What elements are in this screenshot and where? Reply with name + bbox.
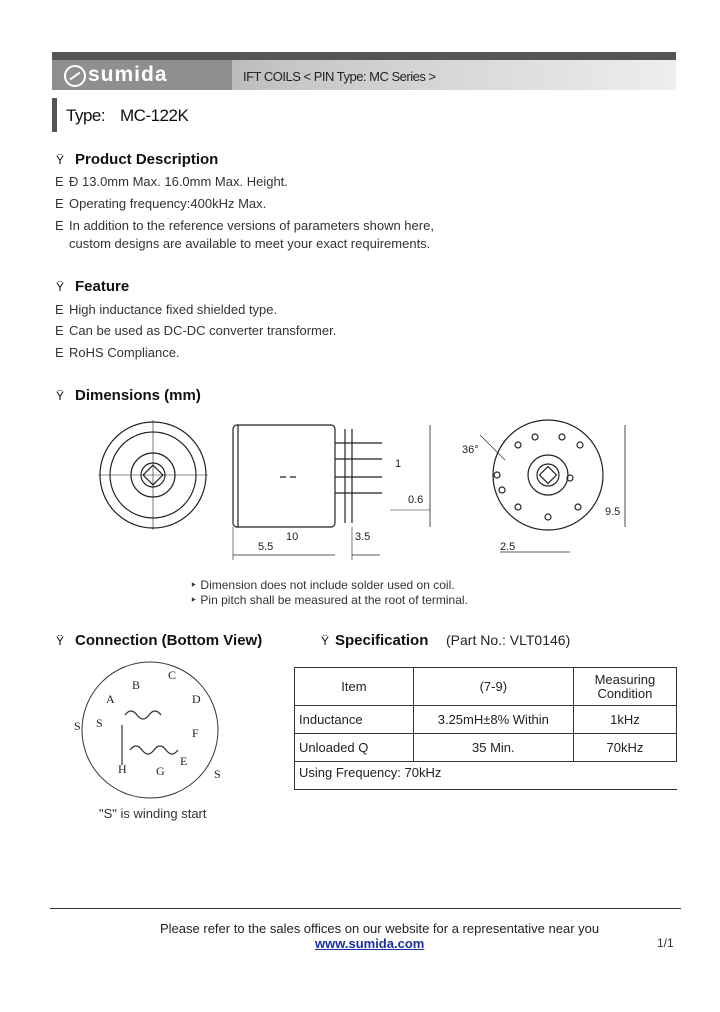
series-title: IFT COILS < PIN Type: MC Series > xyxy=(243,69,436,84)
pin-label: C xyxy=(168,668,177,682)
bullet: E xyxy=(55,323,64,338)
table-cell: 1kHz xyxy=(573,706,676,734)
pin-label: H xyxy=(118,762,127,776)
logo-text: sumida xyxy=(88,63,168,86)
table-cell: 35 Min. xyxy=(413,734,573,762)
type-bar xyxy=(52,98,57,132)
table-row xyxy=(295,734,677,762)
pin-label: E xyxy=(180,754,188,768)
table-cell: 70kHz xyxy=(573,734,676,762)
dim-pitch2: 2.5 xyxy=(500,541,516,553)
dim-width: 5.5 xyxy=(258,541,274,553)
table-cell: Unloaded Q xyxy=(295,734,414,762)
desc-item: Ð 13.0mm Max. 16.0mm Max. Height. xyxy=(69,174,288,189)
header-bar xyxy=(52,52,676,60)
feature-item: Can be used as DC-DC converter transformer. xyxy=(69,323,337,338)
type-value: MC-122K xyxy=(120,106,189,125)
pin-label: G xyxy=(156,764,165,778)
desc-item: In addition to the reference versions of parameters shown here, xyxy=(69,218,434,233)
website-link[interactable]: www.sumida.com xyxy=(315,936,425,951)
sumida-logo-icon xyxy=(64,65,86,87)
section-icon: Ÿ xyxy=(56,389,65,403)
table-row xyxy=(295,762,677,790)
footer-text: Please refer to the sales offices on our website for a representative near you xyxy=(160,921,600,936)
footer-line xyxy=(50,908,681,909)
table-header-row xyxy=(295,668,677,706)
connection-diagram xyxy=(70,655,230,805)
table-header: (7-9) xyxy=(413,668,573,706)
spec-table xyxy=(294,667,677,790)
connection-title: Connection (Bottom View) xyxy=(75,632,263,649)
dim-pin-len: 3.5 xyxy=(355,531,371,543)
bullet: E xyxy=(55,196,64,211)
part-number: (Part No.: VLT0146) xyxy=(446,632,571,648)
section-icon: Ÿ xyxy=(321,634,330,648)
feature-item: RoHS Compliance. xyxy=(69,345,180,360)
dimension-drawing xyxy=(90,415,650,565)
dim-angle: 36° xyxy=(462,444,479,456)
table-header: Item xyxy=(295,668,414,706)
type-label: Type: xyxy=(66,106,106,125)
section-icon: Ÿ xyxy=(56,634,65,648)
pin-label: S xyxy=(214,767,221,781)
dim-note-text: Pin pitch shall be measured at the root of terminal. xyxy=(200,593,468,607)
section-icon: Ÿ xyxy=(56,280,65,294)
pin-label: S xyxy=(74,719,81,733)
dim-height: 10 xyxy=(286,531,299,543)
dim-pin-pitch: 0.6 xyxy=(408,494,424,506)
dim-note-text: Dimension does not include solder used on coil. xyxy=(200,578,455,592)
pin-label: B xyxy=(132,678,141,692)
desc-item: custom designs are available to meet your exact requirements. xyxy=(69,236,431,251)
winding-note: "S" is winding start xyxy=(99,806,207,821)
page-number: 1/1 xyxy=(657,936,674,950)
dimensions-title: Dimensions (mm) xyxy=(75,387,201,404)
table-cell: Inductance xyxy=(295,706,414,734)
product-description-title: Product Description xyxy=(75,151,219,168)
table-footer: Using Frequency: 70kHz xyxy=(295,762,677,790)
pin-label: D xyxy=(192,692,201,706)
table-cell: 3.25mH±8% Within xyxy=(413,706,573,734)
desc-item: Operating frequency:400kHz Max. xyxy=(69,196,267,211)
section-icon: Ÿ xyxy=(56,153,65,167)
dim-pin-dia: 1 xyxy=(395,458,402,470)
bullet: E xyxy=(55,345,64,360)
pin-label: A xyxy=(106,692,115,706)
feature-item: High inductance fixed shielded type. xyxy=(69,302,278,317)
pin-label: F xyxy=(192,726,199,740)
dim-note: ‣ Dimension does not include solder used on coil. xyxy=(190,578,455,592)
table-row xyxy=(295,706,677,734)
feature-title: Feature xyxy=(75,278,130,295)
pin-label: S xyxy=(96,716,103,730)
bullet: E xyxy=(55,218,64,233)
bullet: E xyxy=(55,302,64,317)
specification-title: Specification xyxy=(335,632,429,649)
dim-pcd: 9.5 xyxy=(605,506,621,518)
dim-note: ‣ Pin pitch shall be measured at the root of terminal. xyxy=(190,593,468,607)
bullet: E xyxy=(55,174,64,189)
table-header: Measuring Condition xyxy=(573,668,676,706)
